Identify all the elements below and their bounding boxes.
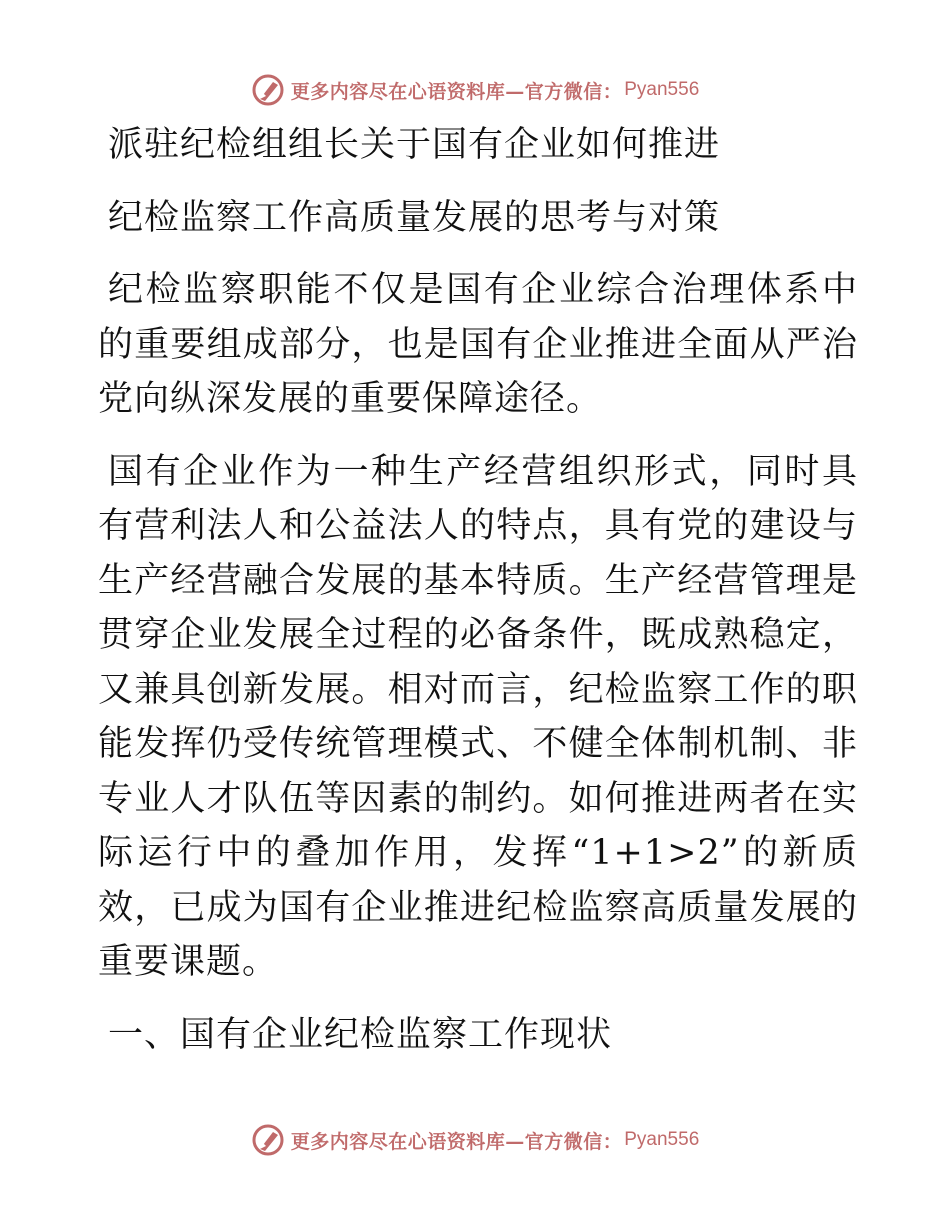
title-line-1: 派驻纪检组组长关于国有企业如何推进: [108, 125, 721, 165]
title-line-2: 纪检监察工作高质量发展的思考与对策: [108, 197, 721, 238]
banner-wechat-id: Pyan556: [624, 79, 700, 100]
section-heading-1: 一、国有企业纪检监察工作现状: [108, 1014, 613, 1055]
banner-text: 更多内容尽在心语资料库—官方微信：: [290, 1130, 623, 1153]
paragraph-2: 国有企业作为一种生产经营组织形式，同时具有营利法人和公益法人的特点，具有党的建设与生产经营融合发展的基本特质。生产经营管理是贯穿企业发展全过程的必备条件，既成熟稳定，又兼具创新发展。相对而言，纪检监察工作的职能发挥仍受传统管理模式、不健全体制机制、非专业人才队伍等因素的制约。如何推进两者在实际运行中的叠加作用，发挥“1+1>2”的新质效，已成为国有企业推进纪检监察高质量发展的重要课题。: [98, 451, 858, 982]
banner-wechat-id: Pyan556: [624, 1129, 700, 1150]
pen-nib-logo-icon: [251, 73, 285, 107]
banner-text: 更多内容尽在心语资料库—官方微信：: [290, 80, 623, 103]
pen-nib-logo-icon: [251, 1123, 285, 1157]
document-body: [98, 118, 858, 1062]
header-banner: [0, 70, 950, 110]
footer-banner: [0, 1120, 950, 1160]
paragraph-1: 纪检监察职能不仅是国有企业综合治理体系中的重要组成部分，也是国有企业推进全面从严治党向纵深发展的重要保障途径。: [98, 270, 858, 419]
